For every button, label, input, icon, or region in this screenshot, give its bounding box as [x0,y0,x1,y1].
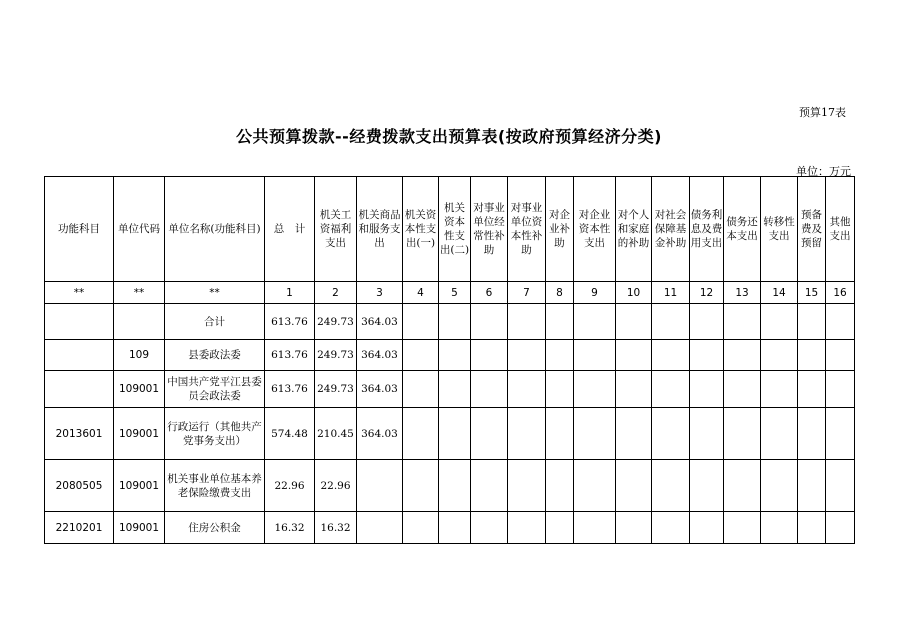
column-number: 4 [403,282,439,304]
header-cell: 对社会保障基金补助 [652,177,690,282]
empty-cell [652,304,690,340]
empty-cell [798,304,826,340]
header-cell: 转移性支出 [761,177,798,282]
empty-cell [690,371,724,408]
empty-cell [403,340,439,371]
empty-cell [761,340,798,371]
column-number: 7 [508,282,546,304]
empty-cell [826,408,855,460]
empty-cell [439,340,471,371]
unit-name-cell: 行政运行（其他共产党事务支出） [165,408,265,460]
column-number: 8 [546,282,574,304]
func-code-cell [45,340,114,371]
column-number: 1 [265,282,315,304]
empty-cell [724,512,761,544]
wages-cell: 210.45 [315,408,357,460]
header-row [45,177,855,282]
unit-code-cell: 109 [114,340,165,371]
goods-services-cell: 364.03 [357,304,403,340]
empty-cell [652,371,690,408]
unit-name-cell: 中国共产党平江县委员会政法委 [165,371,265,408]
empty-cell [724,408,761,460]
empty-cell [798,408,826,460]
column-number: 15 [798,282,826,304]
empty-cell [652,340,690,371]
header-cell: 机关工资福利支出 [315,177,357,282]
empty-cell [574,512,616,544]
empty-cell [798,371,826,408]
empty-cell [508,304,546,340]
goods-services-cell: 364.03 [357,408,403,460]
empty-cell [616,512,652,544]
empty-cell [471,460,508,512]
table-body [45,304,855,544]
empty-cell [616,460,652,512]
empty-cell [616,304,652,340]
empty-cell [508,512,546,544]
total-cell: 574.48 [265,408,315,460]
empty-cell [761,304,798,340]
column-number: 14 [761,282,798,304]
empty-cell [439,460,471,512]
total-cell: 613.76 [265,340,315,371]
func-code-cell: 2013601 [45,408,114,460]
empty-cell [574,304,616,340]
column-number: 11 [652,282,690,304]
empty-cell [546,460,574,512]
empty-cell [798,512,826,544]
empty-cell [471,340,508,371]
column-number: 5 [439,282,471,304]
table-row [45,340,855,371]
empty-cell [724,371,761,408]
empty-cell [761,408,798,460]
column-number: ** [165,282,265,304]
table-row [45,408,855,460]
empty-cell [508,408,546,460]
empty-cell [546,371,574,408]
unit-code-cell [114,304,165,340]
empty-cell [574,460,616,512]
wages-cell: 249.73 [315,304,357,340]
unit-code-cell: 109001 [114,512,165,544]
column-number: 10 [616,282,652,304]
unit-name-cell: 合计 [165,304,265,340]
table-row [45,304,855,340]
func-code-cell: 2210201 [45,512,114,544]
empty-cell [508,371,546,408]
total-cell: 613.76 [265,304,315,340]
empty-cell [616,408,652,460]
empty-cell [471,371,508,408]
table-row [45,460,855,512]
empty-cell [798,340,826,371]
header-cell: 单位名称(功能科目) [165,177,265,282]
table-number-label: 预算17表 [799,106,846,119]
empty-cell [652,408,690,460]
column-number: 13 [724,282,761,304]
empty-cell [652,512,690,544]
empty-cell [616,340,652,371]
empty-cell [546,408,574,460]
wages-cell: 249.73 [315,371,357,408]
header-cell: 预备费及预留 [798,177,826,282]
empty-cell [471,304,508,340]
header-cell: 债务利息及费用支出 [690,177,724,282]
empty-cell [826,304,855,340]
unit-name-cell: 县委政法委 [165,340,265,371]
empty-cell [724,460,761,512]
unit-code-cell: 109001 [114,460,165,512]
empty-cell [826,512,855,544]
unit-code-cell: 109001 [114,408,165,460]
column-number: 16 [826,282,855,304]
header-cell: 机关资本性支出(一) [403,177,439,282]
column-number: 12 [690,282,724,304]
empty-cell [439,304,471,340]
empty-cell [761,512,798,544]
empty-cell [690,408,724,460]
empty-cell [826,460,855,512]
empty-cell [546,340,574,371]
empty-cell [574,371,616,408]
empty-cell [690,512,724,544]
header-cell: 机关商品和服务支出 [357,177,403,282]
goods-services-cell: 364.03 [357,340,403,371]
empty-cell [403,512,439,544]
header-cell: 对事业单位经常性补助 [471,177,508,282]
empty-cell [690,340,724,371]
empty-cell [546,304,574,340]
total-cell: 22.96 [265,460,315,512]
empty-cell [574,408,616,460]
column-number: ** [45,282,114,304]
wages-cell: 16.32 [315,512,357,544]
header-cell: 机关资本性支出(二) [439,177,471,282]
empty-cell [724,304,761,340]
header-cell: 总 计 [265,177,315,282]
empty-cell [471,512,508,544]
empty-cell [690,460,724,512]
empty-cell [826,340,855,371]
empty-cell [471,408,508,460]
empty-cell [826,371,855,408]
empty-cell [798,460,826,512]
empty-cell [546,512,574,544]
empty-cell [616,371,652,408]
total-cell: 613.76 [265,371,315,408]
header-cell: 债务还本支出 [724,177,761,282]
column-number: 2 [315,282,357,304]
empty-cell [403,304,439,340]
table-row [45,512,855,544]
empty-cell [652,460,690,512]
goods-services-cell: 364.03 [357,371,403,408]
goods-services-cell [357,460,403,512]
func-code-cell [45,371,114,408]
header-cell: 对事业单位资本性补助 [508,177,546,282]
empty-cell [439,408,471,460]
header-cell: 对个人和家庭的补助 [616,177,652,282]
column-number: 6 [471,282,508,304]
empty-cell [403,408,439,460]
func-code-cell [45,304,114,340]
empty-cell [761,371,798,408]
column-number: 9 [574,282,616,304]
empty-cell [724,340,761,371]
empty-cell [403,371,439,408]
unit-label: 单位：万元 [796,165,851,178]
header-cell: 其他支出 [826,177,855,282]
page-title: 公共预算拨款--经费拨款支出预算表(按政府预算经济分类) [236,127,662,146]
wages-cell: 249.73 [315,340,357,371]
goods-services-cell [357,512,403,544]
empty-cell [690,304,724,340]
empty-cell [439,512,471,544]
total-cell: 16.32 [265,512,315,544]
header-cell: 对企业资本性支出 [574,177,616,282]
wages-cell: 22.96 [315,460,357,512]
unit-name-cell: 住房公积金 [165,512,265,544]
column-number-row [45,282,855,304]
empty-cell [761,460,798,512]
empty-cell [508,340,546,371]
empty-cell [403,460,439,512]
header-cell: 功能科目 [45,177,114,282]
table-row [45,371,855,408]
header-cell: 对企业补助 [546,177,574,282]
func-code-cell: 2080505 [45,460,114,512]
empty-cell [574,340,616,371]
budget-table [44,176,855,544]
column-number: 3 [357,282,403,304]
empty-cell [508,460,546,512]
column-number: ** [114,282,165,304]
header-cell: 单位代码 [114,177,165,282]
unit-code-cell: 109001 [114,371,165,408]
unit-name-cell: 机关事业单位基本养老保险缴费支出 [165,460,265,512]
empty-cell [439,371,471,408]
